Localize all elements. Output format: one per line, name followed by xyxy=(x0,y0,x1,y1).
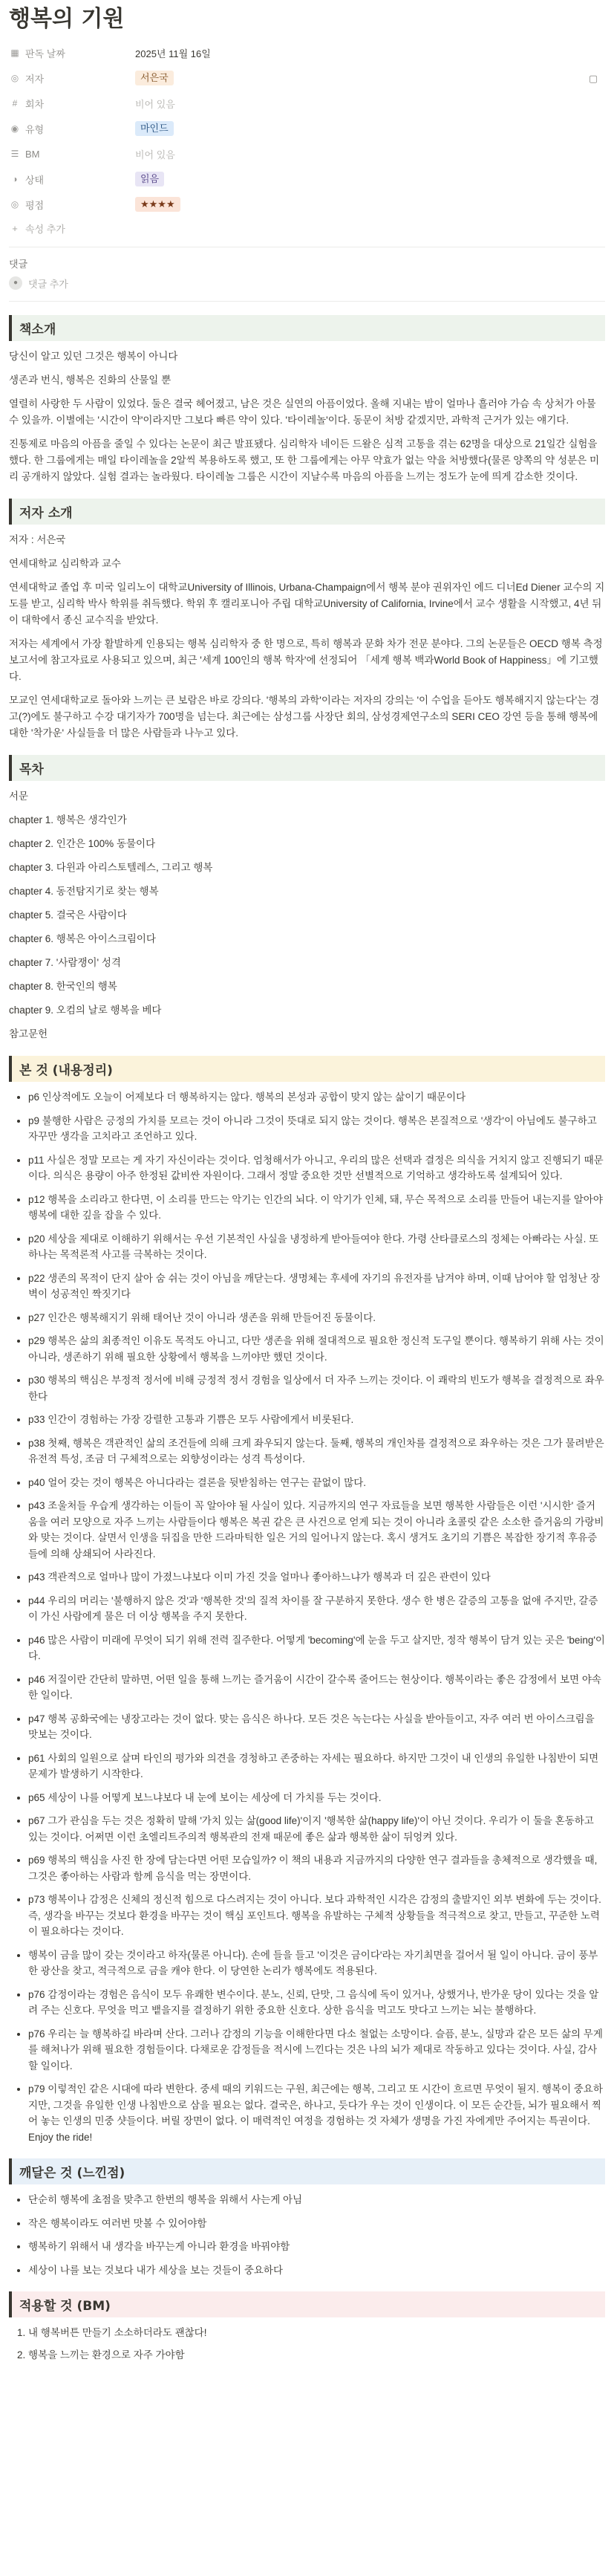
section-heading[interactable]: 본 것 (내용정리) xyxy=(9,1056,605,1082)
page-title[interactable]: 행복의 기원 xyxy=(9,6,125,32)
bullet-item: • p73 행복이나 감정은 신체의 정신적 힘으로 다스려지는 것이 아니다. 보다 과학적인 시각은 감정의 출발지인 외부 변화에 두는 것이다. 즉, 생각을 바꾸는 것보다 환경을 바꾸는 것이 핵심 포인트다. 행복을 유발하는 구체적 상황들을 적극적으로 찾고, 만들고, 꾸준한 노력이 필요하다는 것이다. xyxy=(28,1892,605,1940)
property-value[interactable] xyxy=(135,147,175,161)
bullet-item: • p76 우리는 늘 행복하길 바라며 산다. 그러나 감정의 기능을 이해한다면 다소 철없는 소망이다. 슬픔, 분노, 실망과 같은 모든 삶의 무게를 해쳐나가 위해 필요한 경험들이다. 다채로운 감정들을 적시에 느낀다는 것은 나의 뇌가 제대로 작동하고 있다는 것이다. 사실, 감사할 일이다. xyxy=(28,2026,605,2074)
add-property-label: 속성 추가 xyxy=(25,223,65,235)
property-key-label: 평점 xyxy=(25,199,45,211)
bullet-item: • p38 첫째, 행복은 객관적인 삶의 조건들에 의해 크게 좌우되지 않는다. 둘째, 행복의 개인차를 결정적으로 좌우하는 것은 그가 물려받은 유전적 특성, 조금 더 구체적으로는 외향성이라는 성격 특성이다. xyxy=(28,1435,605,1467)
bullet-item: • 행복이 금을 많이 갖는 것이라고 하자(물론 아니다). 손에 들을 들고 '이것은 금이다'라는 자기최면을 걸어서 될 일이 아니다. 금이 풍부한 광산을 찾고, 적극적으로 금을 캐야 한다. 이 당연한 논리가 행복에도 적용된다. xyxy=(28,1947,605,1979)
property-key-label: BM xyxy=(25,148,40,160)
plus-icon: + xyxy=(12,222,18,234)
bullet-item: • p30 행복의 핵심은 부정적 정서에 비해 긍정적 정서 경험을 일상에서 더 자주 느끼는 것이다. 이 쾌락의 빈도가 행복을 결정적으로 좌우한다 xyxy=(28,1372,605,1404)
property-key-label: 판독 날짜 xyxy=(25,48,65,59)
paragraph: 당신이 알고 있던 그것은 행복이 아니다 xyxy=(9,351,178,362)
add-comment-label: 댓글 추가 xyxy=(28,278,68,290)
comments-label: 댓글 xyxy=(9,259,28,270)
property-value[interactable] xyxy=(135,197,180,212)
property-value-text: 비어 있음 xyxy=(135,149,175,160)
property-key-label: 유형 xyxy=(25,123,45,135)
toc-item: chapter 7. '사람쟁이' 성격 xyxy=(9,957,121,968)
bullet-item: • p69 행복의 핵심을 사진 한 장에 담는다면 어떤 모습일까? 이 책의 내용과 지금까지의 다양한 연구 결과들을 총체적으로 생각했을 때, 그것은 좋아하는 사람과 함께 음식을 먹는 장면이다. xyxy=(28,1852,605,1884)
toc-item: chapter 5. 결국은 사람이다 xyxy=(9,909,127,921)
section-insights xyxy=(9,2158,605,2278)
toc-item: 참고문헌 xyxy=(9,1028,48,1039)
avatar: ● xyxy=(9,276,22,290)
numbered-item: 1. 내 행복버튼 만들기 소소하더라도 괜찮다! xyxy=(28,2325,605,2341)
toc-item: 서문 xyxy=(9,791,29,802)
paragraph: 진통제로 마음의 아픔을 줄일 수 있다는 논문이 최근 발표됐다. 심리학자 네이든 드왈은 심적 고통을 겪는 62명을 대상으로 21일간 실험을 했다. 한 그룹에게는 매일 타이레놀을 2알씩 복용하도록 했고, 또 한 그룹에게는 아무 약효가 없는 약을 처방했다(물론 양쪽의 약 성분은 미리 공개하지 않았다. 실험 결과는 놀라웠다. 타이레놀 그룹은 시간이 지날수록 마음의 아픔을 느끼는 정도가 눈에 띄게 감소한 것이다. xyxy=(9,438,599,482)
bullet-item: • 행복하기 위해서 내 생각을 바꾸는게 아니라 환경을 바꿔야함 xyxy=(28,2239,605,2255)
bullet-item: • p40 얼어 갖는 것이 행복은 아니다라는 결론을 뒷받침하는 연구는 끝없이 많다. xyxy=(28,1475,605,1491)
property-tag: ★★★★ xyxy=(135,197,180,212)
section-author xyxy=(9,499,605,742)
property-row[interactable] xyxy=(9,141,605,166)
bullet-item: • p76 감정이라는 경험은 음식이 모두 유쾌한 변수이다. 분노, 신뢰, 단맛, 그 음식에 독이 있거나, 상했거나, 반가운 당이 있다는 것을 알려 주는 신호다. 무엇을 먹고 뱉을지를 결정하기 위한 중요한 신호다. 상한 음식을 먹고도 맛다고 느끼는 뇌는 불행하다. xyxy=(28,1987,605,2019)
bullet-item: • p27 인간은 행복해지기 위해 태어난 것이 아니라 생존을 위해 만들어진 동물이다. xyxy=(28,1310,605,1326)
toc-item: chapter 2. 인간은 100% 동물이다 xyxy=(9,838,156,849)
bullet-item: • p29 행복은 삶의 최종적인 이유도 목적도 아니고, 다만 생존을 위해 절대적으로 필요한 정신적 도구일 뿐이다. 행복하기 위해 사는 것이 아니라, 생존하기 위해 필요한 상황에서 행복을 느끼야만 했던 것이다. xyxy=(28,1333,605,1365)
property-key xyxy=(9,46,135,60)
select-icon: ◉ xyxy=(10,123,19,134)
bullet-item: • p6 인상적에도 오늘이 어제보다 더 행복하지는 않다. 행복의 본성과 공합이 맞지 않는 삶이기 때문이다 xyxy=(28,1089,605,1106)
section-intro xyxy=(9,315,605,485)
property-row[interactable] xyxy=(9,116,605,141)
properties-list xyxy=(9,40,605,217)
paragraph: 열렬히 사랑한 두 사람이 있었다. 둘은 결국 헤어졌고, 남은 것은 실연의 아픔이었다. 올해 지내는 밤이 얼마나 흘러야 가슴 속 상처가 아물 수 있을까. 이별에는 '시간이 약'이라지만 그보다 빠른 약이 있다. '타이레놀'이다. 동문이 처방 같겠지만, 과학적 근거가 있는 얘기다. xyxy=(9,398,596,426)
bullet-item: • p43 객관적으로 얼마나 많이 가졌느냐보다 이미 가진 것을 얼마나 좋아하느냐가 행복과 더 깊은 관련이 있다 xyxy=(28,1569,605,1586)
bullet-item: • p46 많은 사람이 미래에 무엇이 되기 위해 전력 질주한다. 어떻게 'becoming'에 눈을 두고 살지만, 정작 행복이 담겨 있는 곳은 'being'이다. xyxy=(28,1632,605,1664)
bullet-item: • p12 행복을 소리라고 한다면, 이 소리를 만드는 악기는 인간의 뇌다. 이 악기가 인체, 돼, 무슨 목적으로 소리를 만들어 내는지를 알아야 행복에 대한 깊을 잡을 수 있다. xyxy=(28,1192,605,1224)
property-value[interactable] xyxy=(135,172,164,186)
property-row[interactable] xyxy=(9,166,605,192)
bullet-item: • 단순히 행복에 초점을 맞추고 한번의 행복을 위해서 사는게 아님 xyxy=(28,2192,605,2208)
section-apply xyxy=(9,2291,605,2364)
paragraph: 저자는 세계에서 가장 활발하게 인용되는 행복 심리학자 중 한 명으로, 특히 행복과 문화 차가 전문 분야다. 그의 논문들은 OECD 행복 측정 보고서에 참고자료로 사용되고 있으며, 최근 '세계 100인의 행복 학자'에 선정되어 「세계 행복 백과World Book of Happiness」에 기고했다. xyxy=(9,638,603,682)
bullet-item: • p46 저질이란 간단히 말하면, 어떤 일을 통해 느끼는 즐거움이 시간이 갈수록 줄어드는 현상이다. 행복이라는 좋은 감정에서 보면 야속한 일이다. xyxy=(28,1672,605,1704)
property-row[interactable] xyxy=(9,65,605,91)
property-key-label: 회차 xyxy=(25,98,45,110)
bullet-item: • p11 사실은 정말 모르는 게 자기 자신이라는 것이다. 엄청해서가 아니고, 우리의 많은 선택과 결정은 의식을 거치지 않고 진행되기 때문이다. 의식은 용량이 아주 한정된 값비싼 자원이다. 그래서 정말 중요한 것만 선별적으로 기억하고 생각하도록 설계되어 있다. xyxy=(28,1152,605,1184)
add-comment-button[interactable] xyxy=(9,273,605,293)
property-value[interactable] xyxy=(135,121,174,136)
star-icon: ◎ xyxy=(10,199,19,210)
property-row[interactable] xyxy=(9,40,605,65)
bullet-item: • p43 조울처들 우습게 생각하는 이들이 꼭 알아야 될 사실이 있다. 지금까지의 연구 자료들을 보면 행복한 사람들은 이런 '시시한' 즐거움을 여러 모양으로 자주 느끼는 사람들이다 행복은 복권 같은 큰 사건으로 얻게 되는 것이 아니라 초콜릿 같은 소소한 즐거움의 가랑비와 맞는 것이다. 살면서 인생을 뒤집을 만한 드라마틱한 일은 거의 일어나지 않는다. 혹시 생겨도 초기의 기쁨은 복잡한 장기적 후유증들에 의해 상쇄되어 사라진다. xyxy=(28,1498,605,1562)
section-heading[interactable]: 적용할 것 (BM) xyxy=(9,2291,605,2317)
property-tag: 마인드 xyxy=(135,121,174,136)
property-value[interactable] xyxy=(135,71,174,85)
property-value[interactable] xyxy=(135,97,175,111)
property-value[interactable] xyxy=(135,46,211,60)
section-heading[interactable]: 책소개 xyxy=(9,315,605,341)
section-quotes xyxy=(9,1056,605,2145)
person-icon: ◎ xyxy=(10,73,19,83)
property-key xyxy=(9,97,135,111)
property-value-text: 2025년 11월 16일 xyxy=(135,48,211,59)
property-key xyxy=(9,172,135,186)
section-heading[interactable]: 저자 소개 xyxy=(9,499,605,525)
toc-item: chapter 8. 한국인의 행복 xyxy=(9,981,117,992)
section-heading[interactable]: 깨달은 것 (느낀점) xyxy=(9,2158,605,2184)
paragraph: 연세대학교 졸업 후 미국 일리노이 대학교University of Illinois, Urbana-Champaign에서 행복 분야 권위자인 에드 디너Ed Diener 교수의 지도를 받고, 심리학 박사 학위를 취득했다. 학위 후 캘리포니아 주립 대학교University of California, Irvine에서 교수 생활을 시작했고, 4년 뒤 이 대학에서 종신 교수직을 받았다. xyxy=(9,582,605,626)
toc-item: chapter 1. 행복은 생각인가 xyxy=(9,814,127,825)
bullet-item: • p61 사회의 일원으로 살며 타인의 평가와 의견을 경청하고 존중하는 자세는 필요하다. 하지만 그것이 내 인생의 유일한 나침반이 되면 문제가 발생하기 시작한다. xyxy=(28,1751,605,1782)
numbered-item: 2. 행복을 느끼는 환경으로 자주 가야함 xyxy=(28,2347,605,2364)
status-icon: ◑ xyxy=(12,174,18,184)
paragraph: 모교인 연세대학교로 돌아와 느끼는 큰 보람은 바로 강의다. '행복의 과학'이라는 저자의 강의는 '이 수업을 듣아도 행복해지지 않는다'는 경고(?)에도 불구하고 수강 대기자가 700명을 넘는다. 최근에는 삼성그룹 사장단 회의, 삼성경제연구소의 SERI CEO 강연 등을 통해 행복에 대한 '착가운' 사실들을 더 많은 사람들과 나누고 있다. xyxy=(9,695,600,739)
property-key xyxy=(9,71,135,85)
property-key-label: 저자 xyxy=(25,73,45,85)
bullet-item: • 작은 행복이라도 여러번 맛볼 수 있어야함 xyxy=(28,2216,605,2232)
property-row[interactable] xyxy=(9,91,605,116)
property-key xyxy=(9,122,135,136)
bullet-item: • p33 인간이 경험하는 가장 강렬한 고통과 기쁨은 모두 사람에게서 비롯된다. xyxy=(28,1412,605,1428)
section-heading[interactable]: 목차 xyxy=(9,755,605,781)
bullet-item: • p22 생존의 목적이 단지 살아 숨 쉬는 것이 아님을 깨닫는다. 생명체는 후세에 자기의 유전자를 남겨야 하며, 이때 남어야 할 엄청난 장벽이 성공적인 짝짓기다 xyxy=(28,1271,605,1302)
property-key-label: 상태 xyxy=(25,174,45,186)
property-row[interactable] xyxy=(9,192,605,217)
toc-item: chapter 3. 다윈과 아리스토텔레스, 그리고 행복 xyxy=(9,862,213,873)
bullet-item: • p47 행복 공화국에는 냉장고라는 것이 없다. 맞는 음식은 하나다. 모든 것은 녹는다는 사실을 받아들이고, 자주 여러 번 아이스크림을 맛보는 것이다. xyxy=(28,1711,605,1743)
bullet-item: • p9 불행한 사람은 긍정의 가치를 모르는 것이 아니라 그것이 뜻대로 되지 않는 것이다. 행복은 본질적으로 '생각'이 아님에도 불구하고 자꾸만 생각을 고치라고 조언하고 있다. xyxy=(28,1113,605,1145)
add-property-button[interactable] xyxy=(9,217,605,239)
property-key xyxy=(9,149,135,160)
paragraph: 저자 : 서은국 xyxy=(9,534,66,545)
calendar-icon: ▦ xyxy=(10,48,19,58)
comment-icon[interactable]: ▢ xyxy=(588,73,598,84)
section-toc xyxy=(9,755,605,1042)
bullet-item: • 세상이 나를 보는 것보다 내가 세상을 보는 것들이 중요하다 xyxy=(28,2262,605,2279)
bullet-item: • p65 세상이 나를 어떻게 보느냐보다 내 눈에 보이는 세상에 더 가치를 두는 것이다. xyxy=(28,1790,605,1806)
list-icon: ☰ xyxy=(10,149,19,159)
property-tag: 읽음 xyxy=(135,172,164,186)
bullet-item: • p67 그가 관심을 두는 것은 정확히 말해 '가치 있는 삶(good life)'이지 '행복한 삶(happy life)'이 아닌 것이다. 우리가 이 둘을 혼동하고 있는 것이다. 어쩌면 이런 초엘리트주의적 행복관의 전재 때문에 좋은 삶과 행복한 삶이 뒤엉켜 있다. xyxy=(28,1813,605,1845)
bullet-item: • p79 이렇적인 같은 시대에 따라 변한다. 중세 때의 키워드는 구원, 최근에는 행복, 그리고 또 시간이 흐르면 무엇이 될지. 행복이 중요하지만, 그것을 유일한 인생 나침반으로 삼을 필요는 없다. 결국은, 하나고, 듯다가 우는 것이 인생이다. 이 모든 순간들, 뇌가 필요해서 찍어 놓는 인생의 민중 샷들이다. 버릴 장면이 없다. 이 매력적인 여정을 경험하는 것 자체가 생명을 가진 자에게만 주어지는 특권이다. Enjoy the ride! xyxy=(28,2081,605,2145)
property-key xyxy=(9,198,135,212)
notion-page xyxy=(9,0,605,2364)
property-value-text: 비어 있음 xyxy=(135,98,175,110)
number-icon: # xyxy=(12,98,18,108)
bullet-item: • p44 우리의 머리는 '불행하지 않은 것'과 '행복한 것'의 질적 차이를 잘 구분하지 못한다. 생수 한 병은 갈증의 고통을 없애 주지만, 갈증이 가신 사람에게 물은 더 이상 행복을 주지 못한다. xyxy=(28,1593,605,1625)
paragraph: 생존과 번식, 행복은 진화의 산물일 뿐 xyxy=(9,374,172,386)
toc-item: chapter 6. 행복은 아이스크림이다 xyxy=(9,933,156,944)
bullet-item: • p20 세상을 제대로 이해하기 위해서는 우선 기본적인 사실을 냉정하게 받아들여야 한다. 가령 산타클로스의 정체는 아빠라는 사실. 또 하나는 목적론적 사고를 극복하는 것이다. xyxy=(28,1231,605,1263)
toc-item: chapter 4. 동전탐지기로 찾는 행복 xyxy=(9,886,159,897)
toc-item: chapter 9. 오컴의 날로 행복을 베다 xyxy=(9,1005,162,1016)
property-tag: 서은국 xyxy=(135,71,174,85)
paragraph: 연세대학교 심리학과 교수 xyxy=(9,558,121,569)
divider xyxy=(9,301,605,302)
